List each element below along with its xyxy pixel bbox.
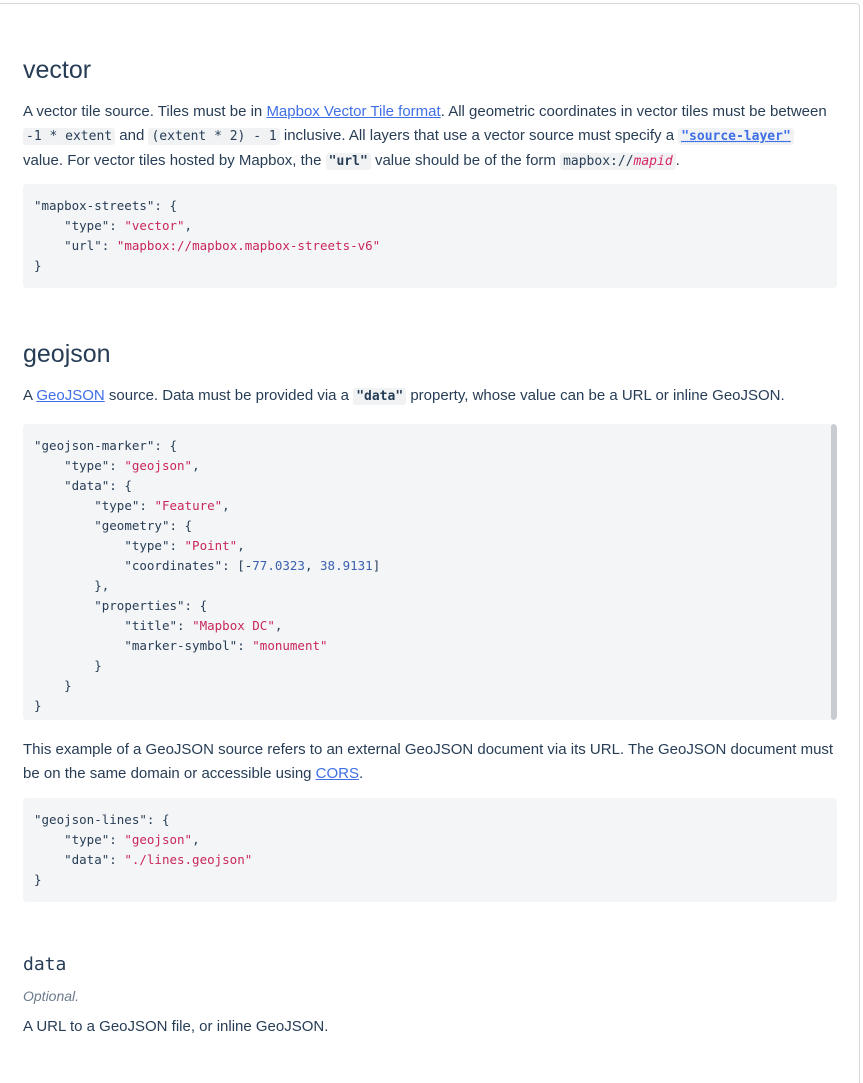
geojson-description: A GeoJSON source. Data must be provided via a "data" property, whose value can be a URL or inline GeoJSON. [23,387,785,404]
code-line: "url": "mapbox://mapbox.mapbox-streets-v6" [64,238,381,253]
code-line: "mapbox-streets": { [34,198,177,213]
section-heading-geojson: geojson [23,340,111,368]
inline-code-mapbox-url: mapbox://mapid [560,153,676,170]
code-block-geojson-lines: "geojson-lines": { "type": "geojson", "data": "./lines.geojson" } [23,798,837,902]
section-heading-vector: vector [23,56,92,84]
geojson-cors-description: This example of a GeoJSON source refers to an external GeoJSON document via its URL. The GeoJSON document must be on the same domain or accessible using CORS. [23,741,834,782]
code-block-vector [23,184,837,288]
geojson-spec-link[interactable]: GeoJSON [36,387,105,404]
cors-link[interactable]: CORS [315,765,360,782]
code-line: } [34,258,42,273]
property-description: A URL to a GeoJSON file, or inline GeoJSON. [23,1018,329,1035]
inline-code-data: "data" [353,388,406,405]
inline-code-extent-max: (extent * 2) - 1 [148,128,279,145]
property-name-data: data [23,954,67,975]
inline-code-extent-min: -1 * extent [23,128,115,145]
code-block-scrollbar[interactable] [831,424,837,720]
code-line: "type": "vector", [64,218,193,233]
source-layer-link[interactable]: "source-layer" [678,127,794,144]
mapbox-vector-tile-format-link[interactable]: Mapbox Vector Tile format [266,103,441,120]
inline-code-url: "url" [326,153,371,170]
code-block-geojson-marker: "geojson-marker": { "type": "geojson", "data": { "type": "Feature", "geometry": { "type": "Point", "coordinates": [-77.0323, 38.9131] }, "properties": { "title": "Mapbox DC", "marker-symbol": "monument" } } } [23,424,837,720]
vector-description: A vector tile source. Tiles must be in Mapbox Vector Tile format. All geometric coordinates in vector tiles must be between -1 * extent and (extent * 2) - 1 inclusive. All layers that use a vector source must specify a "source-layer" value. For vector tiles hosted by Mapbox, the "url" value should be of the form mapbox://mapid . [23,103,827,169]
property-optional-label: Optional. [23,988,80,1004]
